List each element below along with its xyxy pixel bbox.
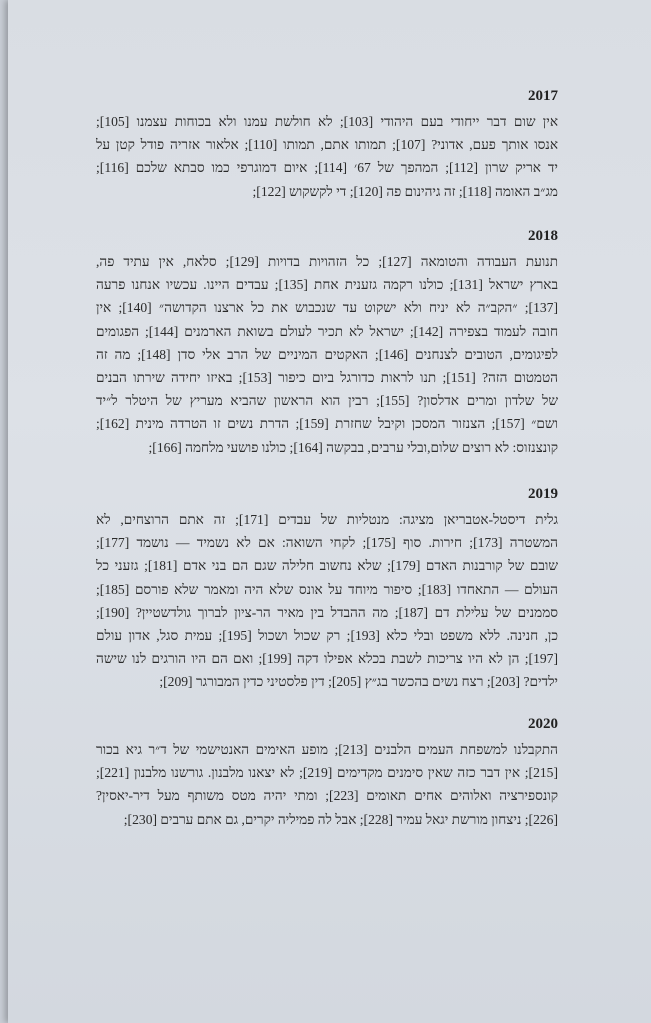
text-line: קונצנזוס: לא רוצים שלום,ובלי ערבים, בבקשה [164]; כולנו פושעי מלחמה [166]; <box>148 439 558 455</box>
text-line: לפיגומים, הטובים לצנחנים [146]; האקטים המיניים של הרב אלי סדן [148]; מה זה <box>96 346 558 362</box>
text-line: המשטרה [173]; חירות. סוף [175]; לקחי השואה: אם לא נשמיד — נושמד [177]; <box>96 535 558 551</box>
text-line: התקבלנו למשפחת העמים הלבנים [213]; מופע האימים האנטישמי של ד״ר גיא בכור <box>96 742 558 757</box>
text-line: של שלדון ומרים אדלסון? [155]; רבין הוא הראשון שהביא מעריץ של היטלר ל״יד <box>96 393 558 409</box>
text-line: [137]; ״הקב״ה לא יניח ולא ישקוט עד שנכבוש את כל ארצנו הקדושה״ [140]; אין <box>96 300 558 316</box>
text-line: ילדים? [203]; רצח נשים בהכשר בג״ץ [205]; דין פלסטיני כדין המבורגר [209]; <box>159 674 558 690</box>
text-line: [226]; ניצחון מורשת יגאל עמיר [228]; אבל לה פמיליה יקרים, גם אתם ערבים [230]; <box>123 811 558 827</box>
text-line: העולם — התאחדו [183]; סיפור מיוחד על אונס שלא היה ומאמר שלא פורסם [185]; <box>96 581 558 597</box>
text-line: אין שום דבר ייחודי בעם היהודי [103]; לא חולשת עמנו ולא בכוחות עצמנו [105]; <box>96 114 558 129</box>
text-line: כן, חנינה. ללא משפט ובלי כלא [193]; רק שכול ושכול [195]; עמית סגל, אדון עולם <box>96 627 558 643</box>
text-line: שובם של קורבנות האדם [179]; שלא נחשוב חלילה שגם הם בני אדם [181]; גזעני כל <box>96 558 558 574</box>
section-text <box>96 110 558 203</box>
section-2017 <box>96 88 558 203</box>
text-line: בארץ ישראל [131]; כולנו רקמה גזענית אחת [135]; עבדים היינו. עכשיו אנחנו פרעה <box>96 277 558 293</box>
book-page <box>8 0 651 1023</box>
text-line: גלית דיסטל-אטבריאן מציגה: מנטליות של עבדים [171]; זה אתם הרוצחים, לא <box>96 512 558 527</box>
year-heading: 2018 <box>528 228 558 244</box>
text-line: ושם״ [157]; הצנזור המסכן וקיבל שחזרת [159]; הדרת נשים זו הטרדה מינית [162]; <box>96 416 558 432</box>
text-line: חובה לעמוד בצפירה [142]; ישראל לא תכיר לעולם בשואת הארמנים [144]; הפגומים <box>96 323 558 339</box>
text-line: אנסו אותך פעם, אדוני? [107]; תמותו אתם, תמותו [110]; אלאור אזריה פודל קטן על <box>96 137 558 153</box>
section-2020 <box>96 716 558 831</box>
text-line: [215]; אין דבר כזה שאין סימנים מקדימים [219]; לא יצאנו מלבנון. גורשנו מלבנון [221]; <box>96 765 558 781</box>
text-line: הטמטום הזה? [151]; תנו לראות כדורגל ביום כיפור [153]; באיזו יחידה שירתו הבנים <box>96 369 558 385</box>
year-heading: 2019 <box>528 486 558 502</box>
year-heading: 2017 <box>528 88 558 104</box>
section-2019 <box>96 486 558 694</box>
section-text <box>96 508 558 694</box>
year-heading: 2020 <box>528 716 558 732</box>
section-text <box>96 250 558 459</box>
text-line: סממנים של עלילת דם [187]; מה ההבדל בין מאיר הר-ציון לברוך גולדשטיין? [190]; <box>96 604 558 620</box>
section-text <box>96 738 558 831</box>
section-2018 <box>96 228 558 459</box>
text-line: [197]; הן לא היו צריכות לשבת בכלא אפילו דקה [199]; ואם הם היו הורגים לנו שישה <box>96 651 558 667</box>
text-line: תנועת העבודה והטומאה [127]; כל הזהויות בדויות [129]; סלאח, אין עתיד פה, <box>96 254 558 269</box>
text-line: יד אריק שרון [112]; המהפך של 67׳ [114]; איום דמוגרפי כמו סבתא שלכם [116]; <box>96 160 558 176</box>
text-line: מג״ב האומה [118]; זה גיהינום פה [120]; די לקשקוש [122]; <box>252 183 558 199</box>
text-line: קונספירציה ואלוהים אחים תאומים [223]; ומתי יהיה מטס משותף מעל דיר-יאסין? <box>96 788 558 804</box>
